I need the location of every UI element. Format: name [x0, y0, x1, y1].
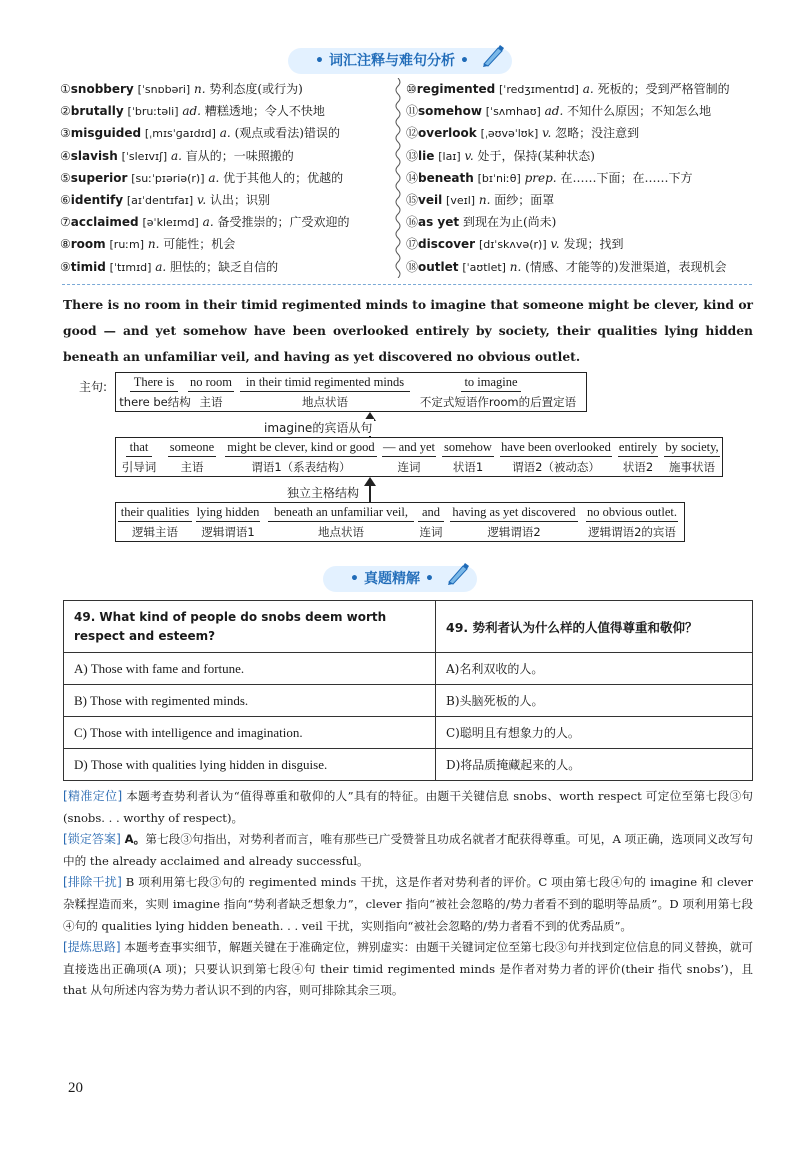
question-cn: 49. 势利者认为什么样的人值得尊重和敬仰？: [436, 601, 753, 653]
seg-cn: 逻辑主语: [132, 525, 178, 539]
banner-title: 真题精解: [364, 571, 420, 587]
vocab-word: discover: [418, 237, 476, 252]
seg-cn: 谓语1（系表结构）: [251, 460, 351, 474]
vocab-item: [406, 256, 736, 278]
analysis-text: B 项利用第七段③句的 regimented minds 干扰，这是作者对势利者的评价。C 项由第七段④句的 imagine 和 clever 杂糅捏造而来，实则 imagine 指向“势利者缺乏想象力”，clever 指向“被社会忽略的/势力者看不到的聪明等品质”。D 项利用第七段④句的 qualities lying hidden beneath. . . veil 干扰，实则指向“被社会忽略的/势力者看不到的优秀品质”。: [63, 875, 753, 933]
vocab-item: [60, 78, 390, 100]
vocab-word: as yet: [418, 215, 460, 230]
vocab-definition: 不知什么原因；不知怎么地: [567, 104, 712, 119]
vocab-word: misguided: [70, 126, 142, 141]
analysis-text: 第七段③句指出，对势利者而言，唯有那些已广受赞誉且功成名就者才配获得尊重。可见，A 项正确，选项同义改写句中的 the already acclaimed and already successful。: [63, 832, 754, 868]
seg-en: lying hidden: [196, 505, 260, 522]
vocab-pos: v.: [542, 126, 552, 141]
answer-analysis: [63, 786, 753, 1002]
vocab-pos: prep.: [524, 170, 557, 185]
table-row: [64, 717, 753, 749]
table-row: [64, 601, 753, 653]
spiral-divider: [393, 78, 403, 278]
seg-en: beneath an unfamiliar veil,: [268, 505, 414, 522]
diagram-row-object-clause: [115, 437, 723, 477]
banner-pill: • 词汇注释与难句分析 •: [288, 48, 512, 74]
vocab-word: identify: [70, 192, 124, 207]
analysis-tag: [锁定答案]: [63, 832, 121, 847]
option-a-en: A) Those with fame and fortune.: [64, 653, 436, 685]
seg-en: have been overlooked: [500, 440, 612, 457]
seg-en: and: [418, 505, 444, 522]
vocab-definition: (情感、才能等的)发泄渠道，表现机会: [525, 259, 727, 274]
analysis-locate: [63, 786, 753, 829]
vocab-definition: 死板的；受到严格管制的: [597, 82, 730, 96]
pen-icon: [445, 560, 471, 586]
vocab-phonetic: [ˈtɪmɪd]: [109, 260, 152, 274]
vocab-number: ①: [60, 82, 71, 96]
vocab-pos: a.: [170, 148, 182, 163]
banner-pill: • 真题精解 •: [323, 566, 477, 592]
vocab-item: [406, 211, 736, 233]
vocab-phonetic: [aɪˈdentɪfaɪ]: [126, 193, 194, 207]
vocab-phonetic: [dɪˈskʌvə(r)]: [478, 238, 547, 252]
vocab-definition: 忽略；没注意到: [555, 126, 640, 141]
vocab-word: veil: [418, 192, 443, 207]
vocab-word: somehow: [418, 104, 482, 119]
seg-en: no room: [188, 375, 234, 392]
vocab-number: ⑥: [60, 192, 71, 207]
vocab-pos: n.: [194, 82, 206, 96]
seg-cn: 地点状语: [302, 395, 348, 409]
seg-cn: 逻辑谓语2: [487, 525, 541, 539]
vocab-phonetic: [laɪ]: [438, 149, 461, 163]
option-c-en: C) Those with intelligence and imagination.: [64, 717, 436, 749]
vocab-word: overlook: [418, 126, 477, 141]
vocab-phonetic: [ˌmɪsˈɡaɪdɪd]: [144, 127, 216, 141]
vocab-item: [60, 122, 390, 144]
vocab-pos: a.: [208, 170, 220, 185]
seg-cn: 逻辑谓语2的宾语: [588, 525, 676, 539]
vocab-number: ⑭: [406, 170, 419, 185]
vocab-item: [60, 100, 390, 122]
vocab-item: [60, 145, 390, 167]
vocab-item: [406, 189, 736, 211]
vocab-word: slavish: [70, 148, 118, 163]
vocab-number: ②: [60, 104, 71, 119]
seg-cn: there be结构: [119, 395, 191, 409]
vocab-number: ⑯: [406, 215, 419, 230]
vocab-pos: ad.: [544, 104, 564, 119]
seg-en: someone: [168, 440, 216, 457]
vocab-phonetic: [bɪˈniːθ]: [477, 171, 521, 185]
link-label-absolute-construction: 独立主格结构: [287, 486, 360, 500]
analysis-exclude: [63, 872, 753, 937]
vocab-phonetic: [veɪl]: [446, 193, 476, 207]
seg-cn: 地点状语: [318, 525, 364, 539]
dashed-divider: [62, 284, 752, 285]
option-b-cn: B)头脑死板的人。: [436, 685, 753, 717]
vocab-phonetic: [ˈsleɪvɪʃ]: [121, 149, 168, 163]
seg-en: somehow: [442, 440, 494, 457]
vocab-definition: 发现；找到: [563, 237, 624, 252]
vocab-list: [60, 78, 760, 278]
seg-cn: 主语: [180, 460, 204, 474]
option-d-en: D) Those with qualities lying hidden in disguise.: [64, 749, 436, 781]
vocab-word: outlet: [418, 259, 459, 274]
seg-cn: 谓语2（被动态）: [512, 460, 600, 474]
vocab-number: ⑪: [406, 104, 419, 119]
vocab-definition: 糟糕透地；令人不快地: [204, 104, 325, 119]
vocab-word: acclaimed: [70, 215, 139, 230]
vocab-phonetic: [ˈaʊtlet]: [462, 260, 506, 274]
seg-en: by society,: [664, 440, 720, 457]
vocab-item: [406, 100, 736, 122]
vocab-word: superior: [70, 170, 128, 185]
seg-en: might be clever, kind or good: [225, 440, 377, 457]
vocab-definition: 在……下面；在……下方: [560, 170, 693, 185]
vocab-phonetic: [əˈkleɪmd]: [142, 216, 199, 230]
vocab-pos: n.: [509, 259, 522, 274]
seg-cn: 引导词: [121, 460, 157, 474]
vocab-number: ⑰: [406, 237, 419, 252]
vocab-phonetic: [ˈsnɒbəri]: [137, 83, 191, 96]
option-c-cn: C)聪明且有想象力的人。: [436, 717, 753, 749]
seg-cn: 状语1: [452, 460, 484, 474]
question-table: [63, 600, 753, 781]
vocab-definition: 势利态度(或行为): [209, 82, 303, 96]
seg-en: — and yet: [382, 440, 436, 457]
vocab-pos: v.: [550, 237, 560, 252]
vocab-word: room: [70, 237, 106, 252]
seg-en: There is: [130, 375, 178, 392]
difficult-sentence: There is no room in their timid regimented minds to imagine that someone might be clever, kind or good — and yet somehow have been overlooked entirely by society, their qualities lying hidden beneath an unfamiliar veil, and having as yet discovered no obvious outlet.: [63, 297, 753, 364]
page-number: 20: [68, 1080, 83, 1096]
option-b-en: B) Those with regimented minds.: [64, 685, 436, 717]
vocab-definition: 盲从的；一味照搬的: [185, 148, 294, 163]
vocab-number: ⑩: [406, 82, 417, 96]
vocab-number: ⑬: [406, 148, 419, 163]
vocab-pos: n.: [478, 192, 491, 207]
seg-en: that: [126, 440, 152, 457]
analysis-answer: [63, 829, 753, 872]
vocab-pos: a.: [582, 82, 594, 96]
analysis-tag: [精准定位]: [63, 789, 123, 803]
seg-en: in their timid regimented minds: [240, 375, 410, 392]
vocab-phonetic: [ˈsʌmhaʊ]: [485, 105, 541, 119]
section-banner-vocab: [0, 48, 800, 76]
seg-cn: 连词: [397, 460, 421, 474]
vocab-number: ⑱: [406, 259, 419, 274]
vocab-word: lie: [418, 148, 435, 163]
seg-en: no obvious outlet.: [586, 505, 678, 522]
seg-cn: 主语: [199, 395, 223, 409]
vocab-word: snobbery: [70, 82, 134, 96]
vocab-item: [406, 145, 736, 167]
seg-cn: 连词: [419, 525, 443, 539]
vocab-word: beneath: [418, 170, 474, 185]
vocab-pos: n.: [147, 237, 160, 252]
vocab-item: [60, 167, 390, 189]
table-row: [64, 749, 753, 781]
vocab-column-left: [60, 78, 390, 278]
diagram-row-absolute: [115, 502, 685, 542]
seg-cn: 施事状语: [669, 460, 715, 474]
vocab-definition: 到现在为止(尚未): [462, 215, 557, 230]
vocab-item: [406, 167, 736, 189]
seg-en: their qualities: [118, 505, 192, 522]
vocab-number: ⑤: [60, 170, 71, 185]
vocab-number: ⑧: [60, 237, 71, 252]
vocab-phonetic: [ruːm]: [109, 238, 145, 252]
analysis-approach: [63, 937, 753, 1002]
vocab-word: brutally: [70, 104, 124, 119]
section-banner-answer: [0, 566, 800, 594]
vocab-item: [60, 256, 390, 278]
vocab-phonetic: [ˈbruːtəli]: [127, 105, 179, 119]
vocab-word: timid: [70, 259, 106, 274]
vocab-pos: a.: [155, 259, 167, 274]
vocab-item: [406, 122, 736, 144]
option-a-cn: A)名利双收的人。: [436, 653, 753, 685]
analysis-tag: [提炼思路]: [63, 940, 121, 955]
option-d-cn: D)将品质掩藏起来的人。: [436, 749, 753, 781]
vocab-number: ⑫: [406, 126, 419, 141]
vocab-pos: ad.: [182, 104, 201, 119]
seg-en: having as yet discovered: [450, 505, 578, 522]
main-clause-label: 主句:: [79, 380, 108, 394]
seg-cn: 状语2: [622, 460, 654, 474]
answer-letter: A。: [124, 832, 146, 847]
vocab-number: ⑮: [406, 192, 419, 207]
seg-cn: 不定式短语作room的后置定语: [419, 395, 577, 409]
link-label-object-clause: imagine的宾语从句: [264, 421, 373, 435]
vocab-phonetic: [ˈredʒɪmentɪd]: [499, 83, 579, 96]
vocab-item: [406, 233, 736, 255]
banner-title: 词汇注释与难句分析: [329, 53, 455, 69]
vocab-number: ⑦: [60, 215, 71, 230]
analysis-text: 本题考查事实细节，解题关键在于准确定位，辨别虚实：由题干关键词定位至第七段③句并找到定位信息的同义替换，就可直接选出正确项(A 项)；只要认识到第七段④句 their timid regimented minds 是作者对势力者的评价(their 指代 snobs’)，且 that 从句所述内容为势力者认识不到的内容，则可排除其余三项。: [63, 940, 753, 998]
vocab-definition: 优于其他人的；优越的: [223, 170, 344, 185]
vocab-definition: 胆怯的；缺乏自信的: [170, 259, 279, 274]
vocab-item: [60, 211, 390, 233]
vocab-definition: 备受推崇的；广受欢迎的: [217, 215, 350, 230]
analysis-text: 本题考查势利者认为“值得尊重和敬仰的人”具有的特征。由题干关键信息 snobs、worth respect 可定位至第七段③句(snobs. . . worthy of respect)。: [63, 789, 753, 825]
vocab-item: [406, 78, 736, 100]
vocab-phonetic: [ˌəʊvəˈlʊk]: [480, 127, 539, 141]
seg-en: to imagine: [461, 375, 521, 392]
diagram-row-main: [115, 372, 587, 412]
vocab-pos: v.: [196, 192, 207, 207]
pen-icon: [480, 42, 506, 68]
table-row: [64, 685, 753, 717]
sentence-structure-diagram: [0, 370, 800, 550]
table-row: [64, 653, 753, 685]
vocab-item: [60, 189, 390, 211]
question-en: 49. What kind of people do snobs deem worth respect and esteem?: [64, 601, 436, 653]
vocab-word: regimented: [416, 82, 496, 96]
analysis-tag: [排除干扰]: [63, 875, 122, 890]
seg-cn: 逻辑谓语1: [201, 525, 255, 539]
vocab-pos: a.: [219, 126, 231, 141]
vocab-definition: 面纱；面罩: [494, 192, 555, 207]
vocab-pos: a.: [202, 215, 214, 230]
seg-en: entirely: [618, 440, 658, 457]
vocab-column-right: [406, 78, 736, 278]
vocab-definition: (观点或看法)错误的: [234, 126, 340, 141]
vocab-pos: v.: [464, 148, 474, 163]
vocab-definition: 可能性；机会: [163, 237, 236, 252]
vocab-definition: 处于，保持(某种状态): [477, 148, 595, 163]
vocab-number: ③: [60, 126, 71, 141]
vocab-number: ⑨: [60, 259, 71, 274]
vocab-item: [60, 233, 390, 255]
vocab-number: ④: [60, 148, 71, 163]
vocab-phonetic: [suːˈpɪəriə(r)]: [131, 171, 205, 185]
vocab-definition: 认出；识别: [209, 192, 270, 207]
